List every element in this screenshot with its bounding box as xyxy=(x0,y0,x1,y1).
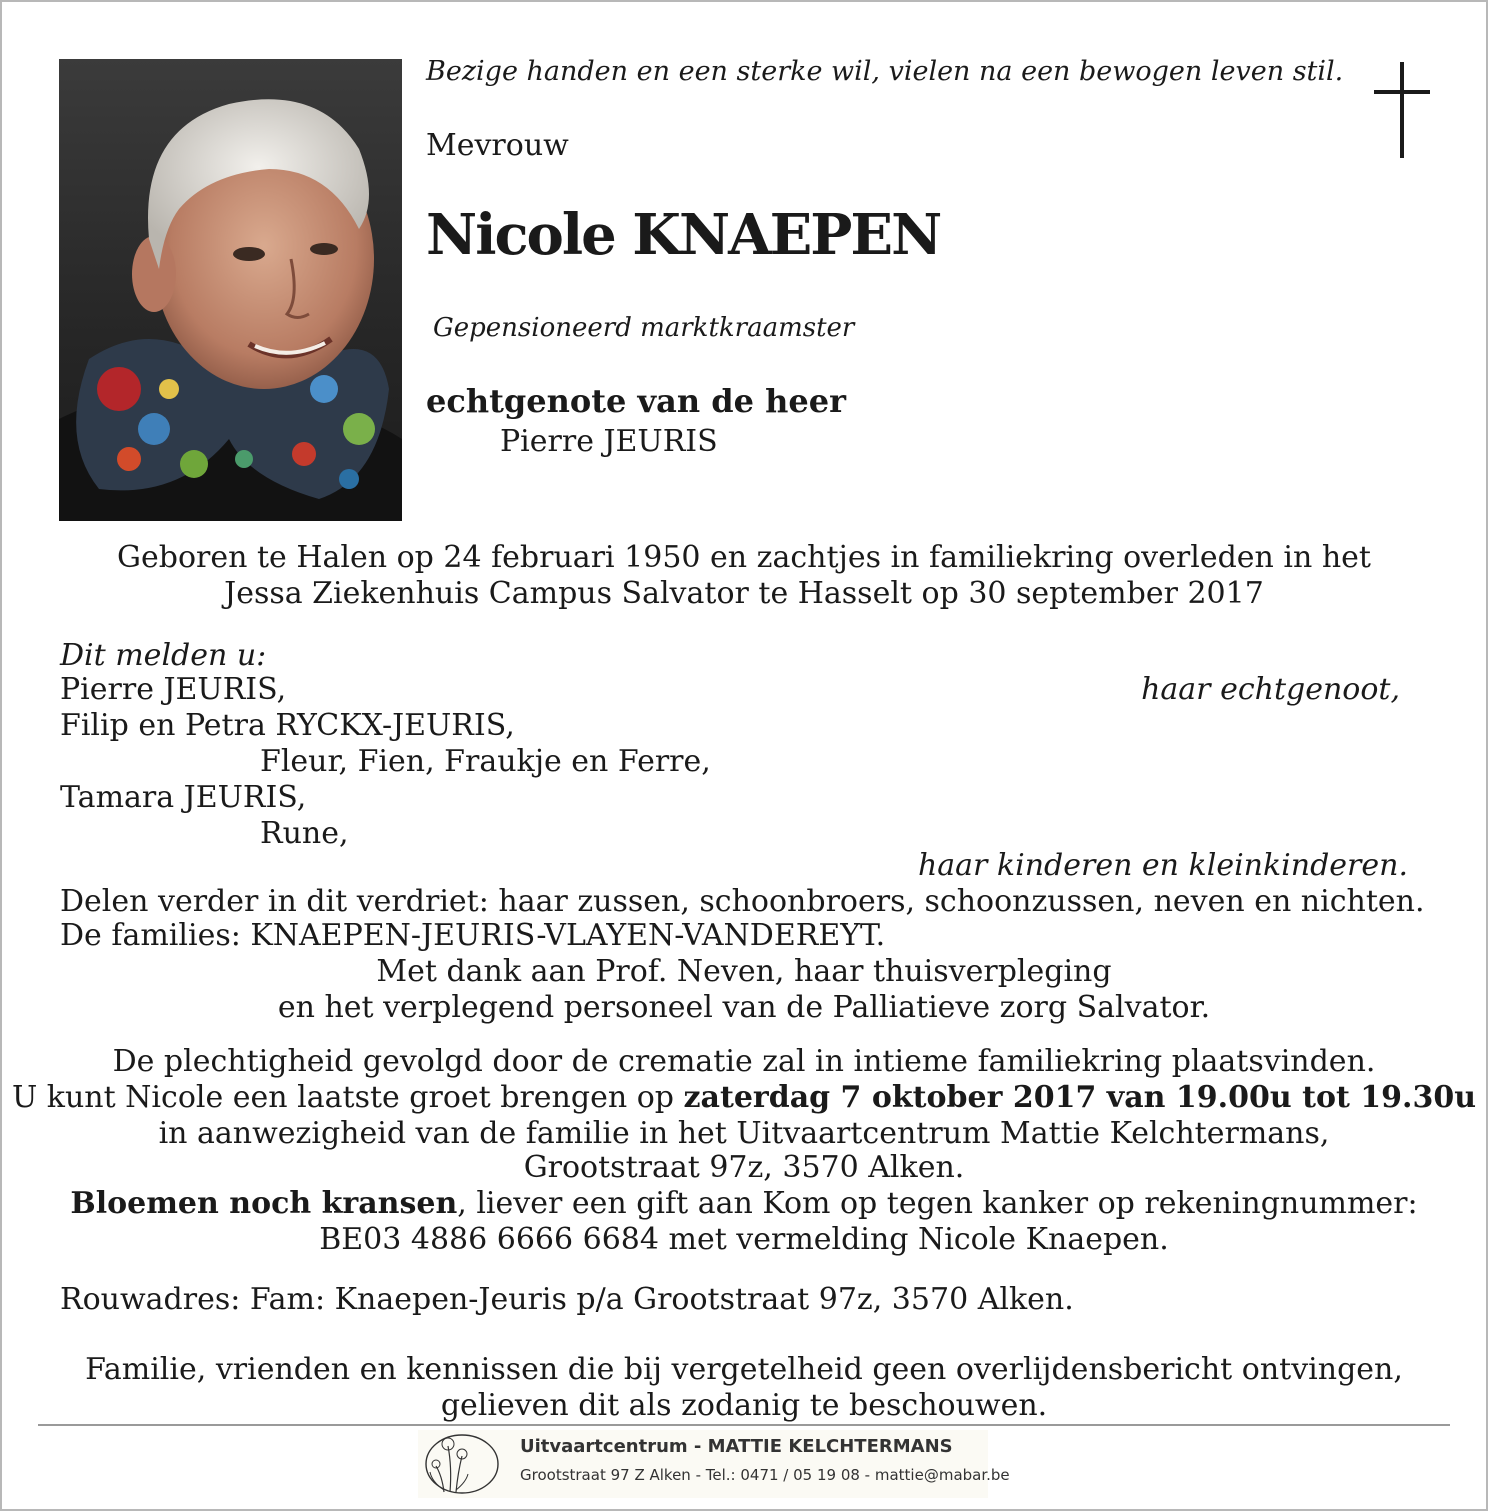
ceremony-line-5 xyxy=(0,1186,1488,1222)
epigraph: Bezige handen en een sterke wil, vielen na een bewogen leven stil. xyxy=(426,56,1344,87)
funeral-home-contact: Grootstraat 97 Z Alken - Tel.: 0471 / 05 19 08 - mattie@mabar.be xyxy=(520,1466,1010,1484)
birth-death-line-1: Geboren te Halen op 24 februari 1950 en zachtjes in familiekring overleden in het xyxy=(117,540,1371,575)
families: De families: KNAEPEN-JEURIS-VLAYEN-VANDEREYT. xyxy=(60,918,886,953)
thanks-line-2: en het verplegend personeel van de Palliatieve zorg Salvator. xyxy=(277,990,1211,1025)
spouse-name: Pierre JEURIS xyxy=(500,424,718,459)
occupation: Gepensioneerd marktkraamster xyxy=(433,313,855,343)
funeral-home-name: Uitvaartcentrum - MATTIE KELCHTERMANS xyxy=(520,1436,953,1457)
ceremony-line-4: Grootstraat 97z, 3570 Alken. xyxy=(523,1150,965,1185)
cross-icon xyxy=(1370,62,1434,160)
grandchildren-1: Fleur, Fien, Fraukje en Ferre, xyxy=(260,744,711,779)
ceremony-line-2 xyxy=(0,1080,1488,1116)
grandchildren-2: Rune, xyxy=(260,816,349,851)
announcers-intro: Dit melden u: xyxy=(60,638,267,673)
children-role: haar kinderen en kleinkinderen. xyxy=(917,848,1408,883)
announcer-spouse: Pierre JEURIS, xyxy=(60,672,287,707)
ceremony-line-2-text: U kunt Nicole een laatste groet brengen op xyxy=(11,1080,684,1115)
salutation: Mevrouw xyxy=(426,128,569,163)
announcer-child-1: Filip en Petra RYCKX-JEURIS, xyxy=(60,708,515,743)
birth-death-line-2: Jessa Ziekenhuis Campus Salvator te Hasselt op 30 september 2017 xyxy=(224,576,1264,611)
portrait-photo xyxy=(59,59,402,521)
portrait-illustration xyxy=(59,59,402,521)
share-grief: Delen verder in dit verdriet: haar zussen, schoonbroers, schoonzussen, neven en nichten. xyxy=(60,884,1425,919)
thanks-line-1: Met dank aan Prof. Neven, haar thuisverpleging xyxy=(376,954,1112,989)
ceremony-line-1: De plechtigheid gevolgd door de crematie zal in intieme familiekring plaatsvinden. xyxy=(112,1044,1376,1079)
mourning-address: Rouwadres: Fam: Knaepen-Jeuris p/a Grootstraat 97z, 3570 Alken. xyxy=(60,1282,1074,1317)
spouse-role: haar echtgenoot, xyxy=(1141,672,1400,707)
visitation-datetime: zaterdag 7 oktober 2017 van 19.00u tot 19.30u xyxy=(683,1080,1477,1115)
funeral-home-footer xyxy=(418,1430,1010,1498)
spouse-intro: echtgenote van de heer xyxy=(426,382,846,420)
ceremony-line-6: BE03 4886 6666 6684 met vermelding Nicole Knaepen. xyxy=(319,1222,1169,1257)
closing-line-1: Familie, vrienden en kennissen die bij vergetelheid geen overlijdensbericht ontvingen, xyxy=(85,1352,1403,1387)
donation-text: , liever een gift aan Kom op tegen kanker op rekeningnummer: xyxy=(457,1186,1418,1221)
ceremony-line-3: in aanwezigheid van de familie in het Uitvaartcentrum Mattie Kelchtermans, xyxy=(158,1116,1330,1151)
deceased-name: Nicole KNAEPEN xyxy=(426,202,941,268)
footer-divider xyxy=(38,1424,1450,1426)
closing-line-2: gelieven dit als zodanig te beschouwen. xyxy=(440,1388,1048,1423)
dandelion-logo-icon xyxy=(422,1432,502,1496)
announcer-child-2: Tamara JEURIS, xyxy=(60,780,307,815)
no-flowers-notice: Bloemen noch kransen xyxy=(70,1186,458,1221)
